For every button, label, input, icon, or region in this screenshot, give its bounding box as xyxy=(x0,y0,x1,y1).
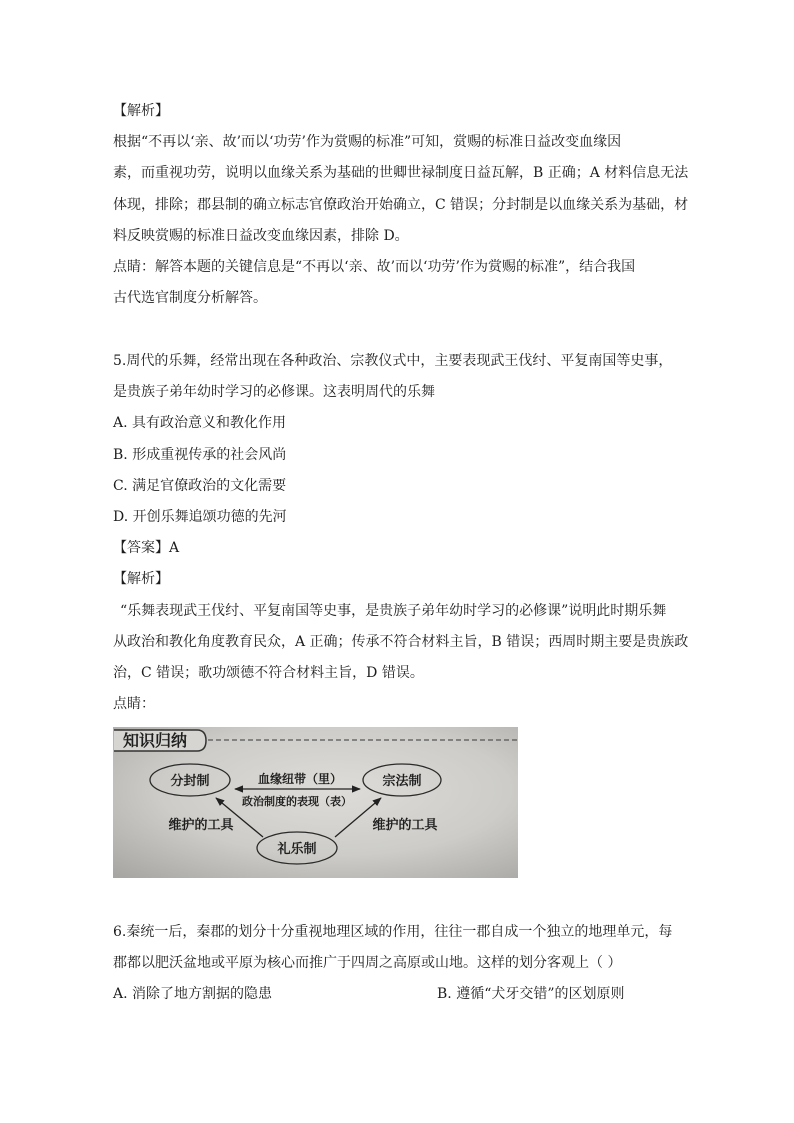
tip-line: 点睛： xyxy=(113,696,155,713)
q6-section xyxy=(113,917,713,1011)
options-row xyxy=(113,979,713,1010)
link-left-label: 维护的工具 xyxy=(168,818,234,833)
figure-title: 知识归纳 xyxy=(123,731,188,750)
link-right-label: 维护的工具 xyxy=(372,818,438,833)
question-stem-line: 郡都以肥沃盆地或平原为核心而推广于四周之高原或山地。这样的划分客观上（ ） xyxy=(113,955,622,972)
node-left-label: 分封制 xyxy=(170,774,210,789)
tip-line: 古代选官制度分析解答。 xyxy=(113,290,267,307)
option-b: B. 遵循“犬牙交错”的区划原则 xyxy=(437,986,625,1003)
node-right-label: 宗法制 xyxy=(382,774,422,789)
q5-section xyxy=(113,346,713,720)
analysis-line: 治，C 错误；歌功颂德不符合材料主旨，D 错误。 xyxy=(113,664,424,681)
option-a: A. 具有政治意义和教化作用 xyxy=(113,415,287,432)
knowledge-summary-figure xyxy=(113,727,518,878)
node-bottom-label: 礼乐制 xyxy=(277,842,317,857)
question-stem-line: 是贵族子弟年幼时学习的必修课。这表明周代的乐舞 xyxy=(113,384,435,401)
question-stem-line: 6.秦统一后，秦郡的划分十分重视地理区域的作用，往往一郡自成一个独立的地理单元，每 xyxy=(113,924,673,940)
knowledge-diagram xyxy=(113,727,518,878)
option-b: B. 形成重视传承的社会风尚 xyxy=(113,446,287,463)
question-stem-line: 5.周代的乐舞，经常出现在各种政治、宗教仪式中，主要表现武王伐纣、平复南国等史事， xyxy=(113,353,673,369)
option-a: A. 消除了地方割据的隐患 xyxy=(113,986,273,1003)
analysis-line: 体现，排除；郡县制的确立标志官僚政治开始确立，C 错误；分封制是以血缘关系为基础，材 xyxy=(113,196,689,213)
link-top-sublabel: 政治制度的表现（表） xyxy=(242,795,352,808)
option-d: D. 开创乐舞追颂功德的先河 xyxy=(113,508,287,525)
analysis-line: “乐舞表现武王伐纣、平复南国等史事，是贵族子弟年幼时学习的必修课”说明此时期乐舞 xyxy=(120,602,667,619)
analysis-line: 素，而重视功劳，说明以血缘关系为基础的世卿世禄制度日益瓦解，B 正确；A 材料信息无法 xyxy=(113,165,689,182)
analysis-heading: 【解析】 xyxy=(113,571,169,588)
option-c: C. 满足官僚政治的文化需要 xyxy=(113,477,287,494)
analysis-line: 从政治和教化角度教育民众，A 正确；传承不符合材料主旨，B 错误；西周时期主要是贵族政 xyxy=(113,633,689,650)
analysis-line: 根据“不再以‘亲、故’而以‘功劳’作为赏赐的标准”可知，赏赐的标准日益改变血缘因 xyxy=(113,134,622,151)
link-top-label: 血缘纽带（里） xyxy=(257,772,343,786)
answer-line: 【答案】A xyxy=(113,540,180,557)
q4-analysis-section xyxy=(113,96,713,314)
analysis-heading: 【解析】 xyxy=(113,103,169,119)
analysis-line: 料反映赏赐的标准日益改变血缘因素，排除 D。 xyxy=(113,227,409,244)
tip-line: 点睛：解答本题的关键信息是“不再以‘亲、故’而以‘功劳’作为赏赐的标准”，结合我国 xyxy=(113,258,636,275)
